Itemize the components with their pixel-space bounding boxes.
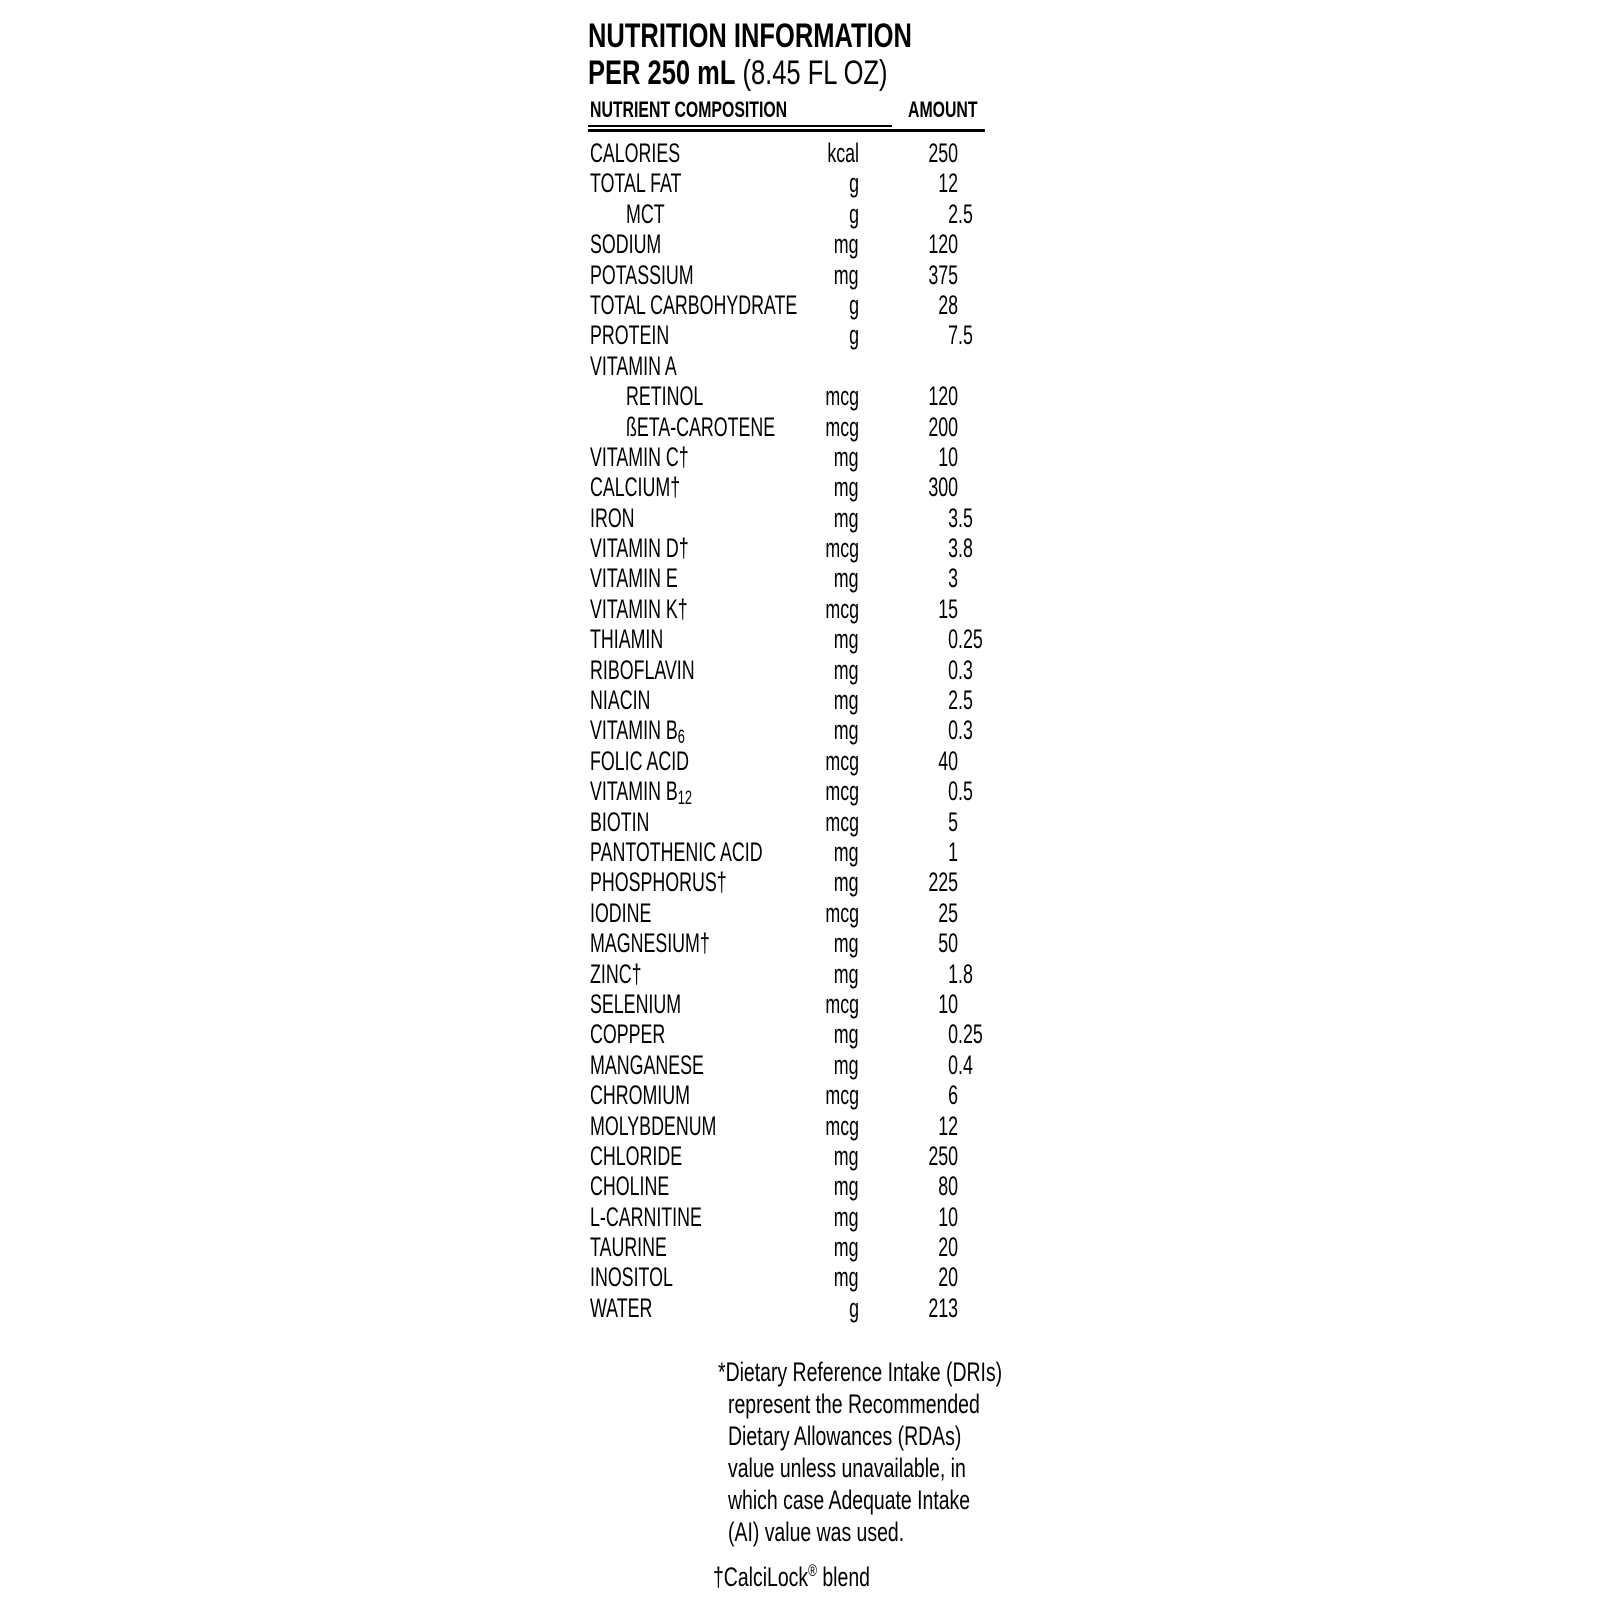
amount-integer: 12 [938, 168, 958, 199]
nutrient-unit: mcg [825, 1110, 859, 1141]
nutrient-name: FOLIC ACID [590, 745, 690, 776]
nutrient-unit: mg [834, 229, 859, 260]
amount-integer: 20 [938, 1262, 958, 1293]
footnote-line [718, 1516, 985, 1548]
amount-integer: 15 [938, 593, 958, 624]
nutrient-unit: mcg [825, 806, 859, 837]
table-row [588, 898, 985, 928]
nutrient-unit: mg [834, 1201, 859, 1232]
title-text: NUTRITION INFORMATION [588, 17, 912, 55]
nutrient-unit: mg [834, 1262, 859, 1293]
table-row [588, 472, 985, 502]
page-title [588, 18, 985, 55]
nutrient-unit: mg [834, 867, 859, 898]
nutrient-name: VITAMIN D† [590, 533, 689, 564]
nutrient-unit: mg [834, 928, 859, 959]
calcilock-note [713, 1561, 985, 1593]
table-row [588, 533, 985, 563]
table-row [588, 381, 985, 411]
table-row [588, 807, 985, 837]
amount-integer: 5 [948, 806, 958, 837]
table-row [588, 229, 985, 259]
nutrient-unit: mg [834, 836, 859, 867]
header-underline [588, 125, 892, 127]
table-row [588, 959, 985, 989]
table-row [588, 1080, 985, 1110]
nutrient-name: SODIUM [590, 229, 662, 260]
nutrient-name: CHOLINE [590, 1171, 670, 1202]
amount-integer: 2 [948, 198, 958, 229]
amount-integer: 12 [938, 1110, 958, 1141]
nutrient-name: MCT [626, 198, 665, 229]
nutrient-name: VITAMIN $B_6$ [590, 715, 685, 748]
amount-integer: 300 [928, 472, 958, 503]
footnote-line [718, 1356, 1003, 1388]
nutrient-unit: mg [834, 624, 859, 655]
table-row [588, 1019, 985, 1049]
nutrient-name: MAGNESIUM† [590, 928, 710, 959]
nutrient-name: THIAMIN [590, 624, 664, 655]
nutrient-unit: mcg [825, 411, 859, 442]
nutrient-unit: mcg [825, 988, 859, 1019]
table-row [588, 563, 985, 593]
nutrient-name: ZINC† [590, 958, 642, 989]
amount-integer: 10 [938, 441, 958, 472]
amount-fraction: .5 [958, 502, 973, 533]
amount-integer: 225 [928, 867, 958, 898]
amount-fraction: .8 [958, 533, 973, 564]
nutrient-unit: mcg [825, 1080, 859, 1111]
nutrient-unit: mg [834, 715, 859, 746]
nutrient-unit: mg [834, 1019, 859, 1050]
amount-fraction: .25 [958, 1019, 983, 1050]
amount-fraction: .5 [958, 198, 973, 229]
nutrition-label [588, 17, 1003, 1593]
footnote-line [718, 1420, 985, 1452]
footnote-text: Dietary Allowances (RDAs) [728, 1421, 962, 1452]
footnote-text: which case Adequate Intake [728, 1485, 971, 1516]
amount-fraction: .3 [958, 654, 973, 685]
nutrient-name: INOSITOL [590, 1262, 673, 1293]
nutrient-name: WATER [590, 1292, 653, 1323]
nutrient-name: RETINOL [626, 381, 704, 412]
nutrient-name: COPPER [590, 1019, 666, 1050]
serving-size-line [588, 55, 985, 92]
nutrient-name: RIBOFLAVIN [590, 654, 695, 685]
amount-integer: 25 [938, 897, 958, 928]
table-row [588, 928, 985, 958]
footnote-text: (AI) value was used. [728, 1517, 905, 1548]
nutrient-unit: kcal [827, 138, 859, 168]
nutrient-unit: mg [834, 654, 859, 685]
amount-integer: 7 [948, 320, 958, 351]
amount-integer: 10 [938, 1201, 958, 1232]
table-row [588, 594, 985, 624]
amount-integer: 375 [928, 259, 958, 290]
nutrient-unit: mg [834, 441, 859, 472]
amount-fraction: .5 [958, 320, 973, 351]
footnote-line [718, 1388, 985, 1420]
nutrient-name: TOTAL FAT [590, 168, 682, 199]
table-row [588, 1293, 985, 1323]
table-row [588, 1171, 985, 1201]
nutrient-name: VITAMIN E [590, 563, 678, 594]
nutrient-unit: mg [834, 1049, 859, 1080]
registered-trademark-symbol: ® [808, 1561, 817, 1581]
nutrient-name: L-CARNITINE [590, 1201, 702, 1232]
amount-integer: 1 [948, 836, 958, 867]
footnote-text: *Dietary Reference Intake (DRIs) [718, 1357, 1003, 1388]
amount-integer: 50 [938, 928, 958, 959]
table-row [588, 260, 985, 290]
amount-integer: 200 [928, 411, 958, 442]
table-row [588, 1141, 985, 1171]
nutrient-rows [588, 138, 985, 1323]
table-row [588, 1202, 985, 1232]
nutrient-name: CHROMIUM [590, 1080, 690, 1111]
amount-integer: 0 [948, 1049, 958, 1080]
amount-integer: 3 [948, 533, 958, 564]
amount-fraction: .5 [958, 685, 973, 716]
amount-integer: 0 [948, 1019, 958, 1050]
nutrient-name: VITAMIN C† [590, 441, 689, 472]
table-row [588, 1050, 985, 1080]
amount-integer: 250 [928, 138, 958, 168]
amount-integer: 6 [948, 1080, 958, 1111]
table-row [588, 624, 985, 654]
column-header-nutrient: NUTRIENT COMPOSITION [590, 97, 788, 122]
amount-fraction: .4 [958, 1049, 973, 1080]
footnote-line [718, 1484, 985, 1516]
nutrient-name: IRON [590, 502, 635, 533]
table-column-header [588, 97, 985, 122]
amount-integer: 0 [948, 715, 958, 746]
footnote-block [718, 1356, 1003, 1548]
nutrient-name: TOTAL CARBOHYDRATE [590, 289, 798, 320]
table-row [588, 290, 985, 320]
table-row [588, 1262, 985, 1292]
nutrient-unit: mcg [825, 533, 859, 564]
amount-integer: 28 [938, 289, 958, 320]
table-top-rule [588, 129, 985, 132]
amount-fraction: .5 [958, 776, 973, 807]
column-header-amount: AMOUNT [908, 97, 978, 122]
table-row [588, 746, 985, 776]
nutrient-unit: mg [834, 259, 859, 290]
amount-fraction: .25 [958, 624, 983, 655]
nutrient-name: TAURINE [590, 1232, 667, 1263]
table-row [588, 989, 985, 1019]
nutrient-name: PANTOTHENIC ACID [590, 836, 763, 867]
nutrient-name: VITAMIN K† [590, 593, 688, 624]
table-row [588, 351, 985, 381]
amount-fraction: .3 [958, 715, 973, 746]
table-row [588, 1111, 985, 1141]
nutrient-unit: mcg [825, 381, 859, 412]
amount-integer: 3 [948, 502, 958, 533]
nutrient-name: PROTEIN [590, 320, 670, 351]
nutrient-unit: mg [834, 1171, 859, 1202]
nutrient-name: CALCIUM† [590, 472, 681, 503]
nutrient-name: PHOSPHORUS† [590, 867, 727, 898]
table-row [588, 503, 985, 533]
amount-integer: 120 [928, 229, 958, 260]
table-row [588, 138, 985, 168]
nutrient-unit: g [849, 320, 859, 351]
nutrient-name: NIACIN [590, 685, 651, 716]
serving-size-bold: PER 250 mL [588, 54, 736, 92]
footnote-text: represent the Recommended [728, 1389, 980, 1420]
table-row [588, 199, 985, 229]
nutrient-name: CALORIES [590, 138, 681, 168]
nutrient-unit: mg [834, 502, 859, 533]
nutrient-name: MANGANESE [590, 1049, 704, 1080]
amount-integer: 1 [948, 958, 958, 989]
nutrient-unit: mcg [825, 776, 859, 807]
table-row [588, 655, 985, 685]
amount-integer: 213 [928, 1292, 958, 1323]
table-row [588, 320, 985, 350]
nutrient-unit: g [849, 1292, 859, 1323]
nutrient-name: MOLYBDENUM [590, 1110, 717, 1141]
nutrient-unit: g [849, 289, 859, 320]
amount-integer: 0 [948, 776, 958, 807]
nutrient-name: ßETA-CAROTENE [626, 411, 776, 442]
nutrient-unit: mcg [825, 745, 859, 776]
nutrient-name: VITAMIN A [590, 350, 677, 381]
nutrient-unit: mcg [825, 897, 859, 928]
footnote-text: value unless unavailable, in [728, 1453, 966, 1484]
table-row [588, 776, 985, 809]
nutrient-unit: g [849, 168, 859, 199]
nutrient-name: POTASSIUM [590, 259, 694, 290]
table-row [588, 442, 985, 472]
serving-size-regular: (8.45 FL OZ) [735, 54, 888, 92]
amount-integer: 80 [938, 1171, 958, 1202]
amount-integer: 20 [938, 1232, 958, 1263]
calcilock-pre: †CalciLock [713, 1562, 809, 1593]
amount-integer: 40 [938, 745, 958, 776]
table-row [588, 685, 985, 715]
nutrient-unit: mg [834, 958, 859, 989]
amount-integer: 10 [938, 988, 958, 1019]
amount-integer: 250 [928, 1140, 958, 1171]
amount-integer: 0 [948, 654, 958, 685]
table-row [588, 1232, 985, 1262]
footnote-line [718, 1452, 985, 1484]
table-row [588, 168, 985, 198]
nutrient-unit: g [849, 198, 859, 229]
amount-fraction: .8 [958, 958, 973, 989]
nutrient-name: CHLORIDE [590, 1140, 683, 1171]
nutrient-unit: mg [834, 685, 859, 716]
table-row [588, 837, 985, 867]
amount-integer: 0 [948, 624, 958, 655]
nutrient-name: BIOTIN [590, 806, 650, 837]
amount-integer: 2 [948, 685, 958, 716]
nutrient-unit: mg [834, 472, 859, 503]
table-row [588, 412, 985, 442]
nutrient-unit: mg [834, 563, 859, 594]
nutrient-name: VITAMIN $B_{12}$ [590, 776, 693, 809]
nutrient-name: IODINE [590, 897, 652, 928]
calcilock-post: blend [816, 1562, 870, 1593]
nutrient-unit: mcg [825, 593, 859, 624]
table-row [588, 715, 985, 748]
amount-integer: 3 [948, 563, 958, 594]
nutrient-unit: mg [834, 1140, 859, 1171]
nutrient-unit: mg [834, 1232, 859, 1263]
nutrient-name: SELENIUM [590, 988, 682, 1019]
amount-integer: 120 [928, 381, 958, 412]
table-row [588, 867, 985, 897]
